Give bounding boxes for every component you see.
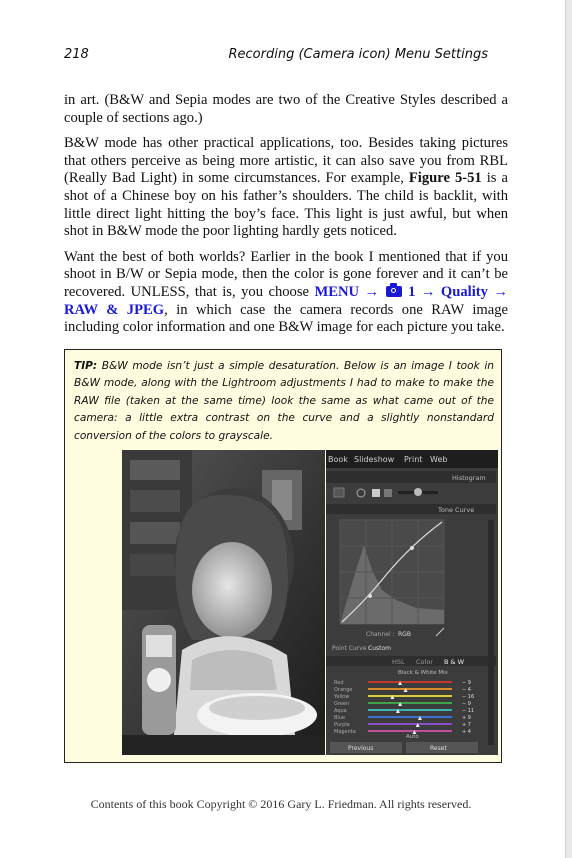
slider-track-magenta bbox=[368, 730, 452, 732]
figure-reference: Figure 5-51 bbox=[408, 170, 482, 187]
camera-icon bbox=[386, 286, 402, 297]
slider-label-red: Red bbox=[334, 680, 344, 686]
slider-track-aqua bbox=[368, 709, 452, 711]
tip-box bbox=[64, 349, 502, 763]
slider-value-orange: − 4 bbox=[462, 687, 471, 693]
reset-button: Reset bbox=[430, 745, 447, 752]
tip-body: B&W mode isn’t just a simple desaturation. Below is an image I took in B&W mode, along with the Lightroom adjustments I had to make to make the RAW file (taken at the same time) look the same as what came out of the camera: a little extra contrast on the curve and a slightly nonstandard conversion of the colors to grayscale. bbox=[74, 360, 494, 442]
slider-label-magenta: Magenta bbox=[334, 729, 356, 735]
page-header bbox=[64, 47, 488, 67]
tip-text bbox=[74, 358, 494, 445]
paragraph-3-text-a: Want the best of both worlds? Earlier in the book I mentioned that if you shoot in B/W or Sepia mode, then the color is gone forever and it can’t be recovered. UNLESS, that is, you choose bbox=[64, 248, 508, 300]
slider-label-aqua: Aqua bbox=[334, 708, 347, 714]
slider-track-red bbox=[368, 681, 452, 683]
hsl-tab: HSL bbox=[392, 658, 405, 666]
paragraph-2-text-b: is a shot of a Chinese boy on his father’s shoulders. The child is backlit, with little direct light hitting the boy’s face. This light is just awful, but when shot in B&W mode the poor lighting hardly gets noticed. bbox=[64, 170, 508, 240]
slider-value-red: − 9 bbox=[462, 680, 471, 686]
lightroom-panel bbox=[326, 450, 498, 755]
paragraph-3-text-b: , in which case the camera records one RAW image including color information and one B&W image for each picture you take. bbox=[64, 301, 508, 336]
module-print: Print bbox=[404, 455, 423, 464]
slider-track-orange bbox=[368, 688, 452, 690]
slider-value-green: − 9 bbox=[462, 701, 471, 707]
slider-label-blue: Blue bbox=[334, 715, 346, 721]
bw-tab: B & W bbox=[444, 658, 465, 666]
auto-button: Auto bbox=[406, 734, 419, 740]
slider-value-magenta: + 4 bbox=[462, 729, 471, 735]
point-curve-value: Custom bbox=[368, 645, 391, 652]
slider-value-yellow: − 16 bbox=[462, 694, 475, 700]
module-web: Web bbox=[430, 455, 448, 464]
module-book: Book bbox=[328, 455, 348, 464]
histogram-label: Histogram bbox=[452, 474, 486, 482]
paragraph-2 bbox=[64, 135, 508, 241]
slider-label-orange: Orange bbox=[334, 687, 353, 693]
menu-path-start: MENU → bbox=[314, 283, 385, 300]
color-tab: Color bbox=[416, 658, 433, 666]
slider-track-green bbox=[368, 702, 452, 704]
module-slideshow: Slideshow bbox=[354, 455, 395, 464]
page-edge bbox=[565, 0, 572, 858]
slider-track-yellow bbox=[368, 695, 452, 697]
child-photo-illustration bbox=[122, 450, 325, 755]
page-number: 218 bbox=[64, 47, 89, 62]
channel-value: RGB bbox=[398, 631, 411, 638]
page-footer: Contents of this book Copyright © 2016 Gary L. Friedman. All rights reserved. bbox=[90, 797, 472, 811]
slider-value-purple: + 7 bbox=[462, 722, 471, 728]
paragraph-3 bbox=[64, 249, 508, 337]
tone-curve-label: Tone Curve bbox=[438, 506, 475, 514]
lightroom-panel-illustration bbox=[326, 450, 498, 755]
slider-track-purple bbox=[368, 723, 452, 725]
menu-path-end: 1 → Quality → RAW & JPEG bbox=[64, 283, 508, 318]
chapter-title: Recording (Camera icon) Menu Settings bbox=[228, 47, 488, 62]
slider-value-aqua: − 11 bbox=[462, 708, 475, 714]
paragraph-1: in art. (B&W and Sepia modes are two of the Creative Styles described a couple of sections ago.) bbox=[64, 92, 508, 126]
paragraph-2-text-a: B&W mode has other practical applications, too. Besides taking pictures that others perceive as being more artistic, it can also save you from RBL (Really Bad Light) in some circumstances. For example, bbox=[64, 135, 508, 187]
body-text bbox=[64, 92, 508, 345]
bw-mix-title: Black & White Mix bbox=[398, 670, 448, 676]
channel-label: Channel : bbox=[366, 631, 395, 638]
previous-button: Previous bbox=[348, 745, 374, 752]
slider-track-blue bbox=[368, 716, 452, 718]
tip-label: TIP: bbox=[74, 360, 98, 372]
slider-label-yellow: Yellow bbox=[334, 694, 350, 700]
point-curve-label: Point Curve : bbox=[332, 645, 371, 652]
slider-label-green: Green bbox=[334, 701, 350, 707]
slider-label-purple: Purple bbox=[334, 722, 350, 728]
child-photo bbox=[122, 450, 325, 755]
slider-value-blue: + 9 bbox=[462, 715, 471, 721]
